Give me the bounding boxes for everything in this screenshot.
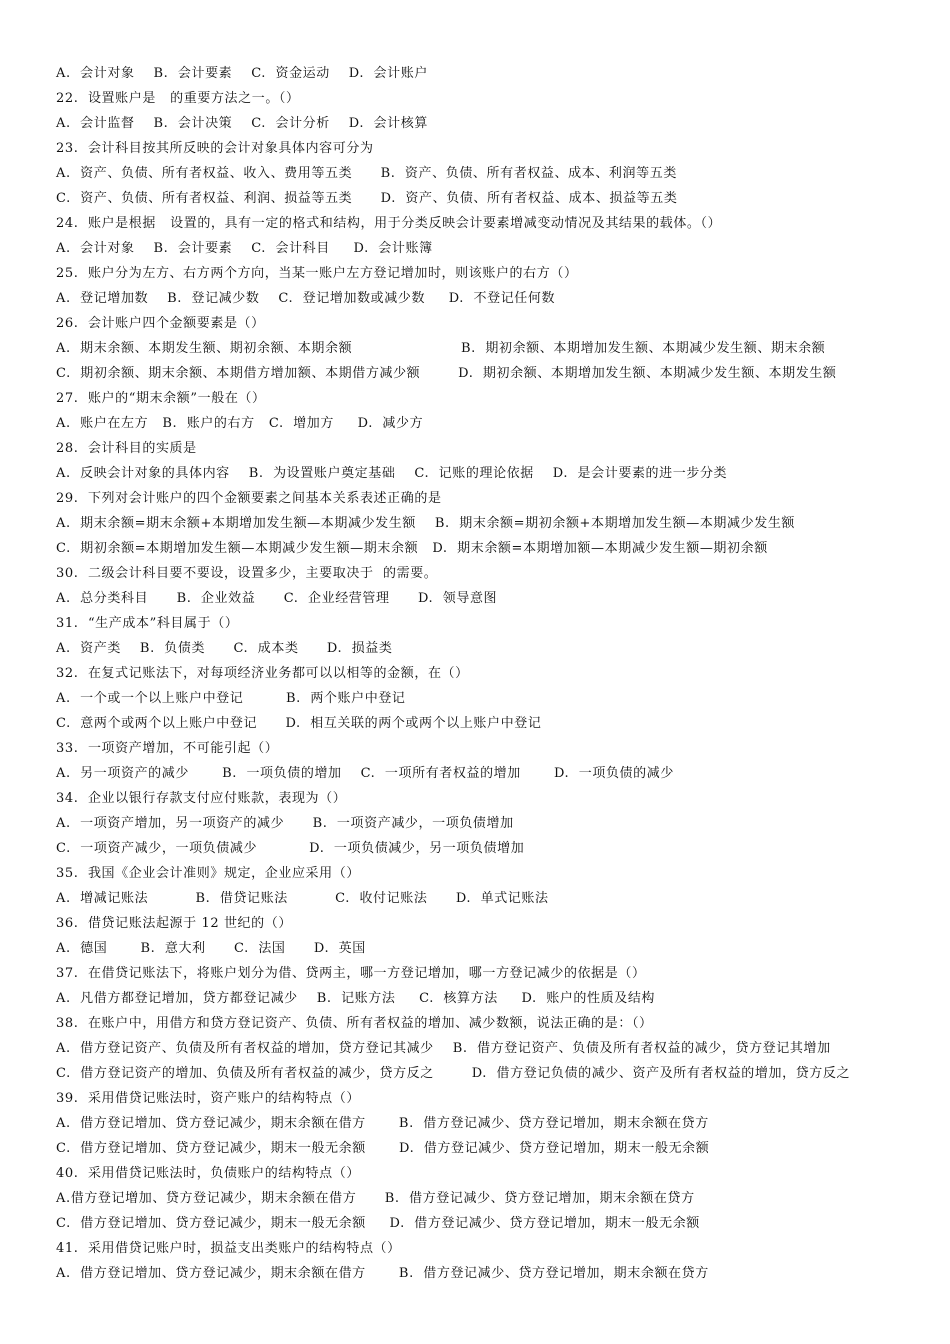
question-line: 28. 会计科目的实质是 — [56, 441, 197, 456]
question-line: 37. 在借贷记账法下，将账户划分为借、贷两主，哪一方登记增加，哪一方登记减少的依据是（） — [56, 966, 646, 981]
question-line: 23. 会计科目按其所反映的会计对象具体内容可分为 — [56, 141, 374, 156]
option-line: A. 增减记账法 B. 借贷记账法 C. 收付记账法 D. 单式记账法 — [56, 891, 549, 906]
option-line: A. 期末余额=期末余额+本期增加发生额—本期减少发生额 B. 期末余额=期初余额+本期增加发生额—本期减少发生额 — [56, 516, 796, 531]
option-line: A. 会计监督 B. 会计决策 C. 会计分析 D. 会计核算 — [56, 116, 428, 131]
question-line: 33. 一项资产增加，不可能引起（） — [56, 741, 279, 756]
option-line: C. 期初余额=本期增加发生额—本期减少发生额—期末余额 D. 期末余额=本期增加额—本期减少发生额—期初余额 — [56, 541, 768, 556]
option-line: A. 凡借方都登记增加，贷方都登记减少 B. 记账方法 C. 核算方法 D. 账户的性质及结构 — [56, 991, 656, 1006]
question-line: 22. 设置账户是 的重要方法之一。（） — [56, 91, 300, 106]
question-line: 39. 采用借贷记账法时，资产账户的结构特点（） — [56, 1091, 360, 1106]
question-line: 25. 账户分为左方、右方两个方向，当某一账户左方登记增加时，则该账户的右方（） — [56, 266, 578, 281]
question-line: 35. 我国《企业会计准则》规定，企业应采用（） — [56, 866, 360, 881]
option-line: A. 另一项资产的减少 B. 一项负债的增加 C. 一项所有者权益的增加 D. 一项负债的减少 — [56, 766, 674, 781]
option-line: A. 会计对象 B. 会计要素 C. 资金运动 D. 会计账户 — [56, 66, 428, 81]
option-line: C. 意两个或两个以上账户中登记 D. 相互关联的两个或两个以上账户中登记 — [56, 716, 542, 731]
question-line: 24. 账户是根据 设置的，具有一定的格式和结构，用于分类反映会计要素增减变动情况及其结果的载体。（） — [56, 216, 722, 231]
option-line: A.借方登记增加、贷方登记减少，期末余额在借方 B. 借方登记减少、贷方登记增加，期末余额在贷方 — [56, 1191, 695, 1206]
option-line: C. 一项资产减少，一项负债减少 D. 一项负债减少，另一项负债增加 — [56, 841, 525, 856]
option-line: A. 账户在左方 B. 账户的右方 C. 增加方 D. 减少方 — [56, 416, 424, 431]
option-line: A. 一个或一个以上账户中登记 B. 两个账户中登记 — [56, 691, 406, 706]
option-line: A. 一项资产增加，另一项资产的减少 B. 一项资产减少，一项负债增加 — [56, 816, 514, 831]
option-line: A. 资产、负债、所有者权益、收入、费用等五类 B. 资产、负债、所有者权益、成本、利润等五类 — [56, 166, 677, 181]
option-line: C. 期初余额、期末余额、本期借方增加额、本期借方减少额 D. 期初余额、本期增加发生额、本期减少发生额、本期发生额 — [56, 366, 837, 381]
option-line: A. 登记增加数 B. 登记减少数 C. 登记增加数或减少数 D. 不登记任何数 — [56, 291, 556, 306]
option-line: A. 期末余额、本期发生额、期初余额、本期余额 B. 期初余额、本期增加发生额、本期减少发生额、期末余额 — [56, 341, 826, 356]
option-line: A. 借方登记增加、贷方登记减少，期末余额在借方 B. 借方登记减少、贷方登记增加，期末余额在贷方 — [56, 1266, 709, 1281]
option-line: C. 借方登记资产的增加、负债及所有者权益的减少，贷方反之 D. 借方登记负债的减少、资产及所有者权益的增加，贷方反之 — [56, 1066, 851, 1081]
question-line: 41. 采用借贷记账户时，损益支出类账户的结构特点（） — [56, 1241, 401, 1256]
question-line: 40. 采用借贷记账法时，负债账户的结构特点（） — [56, 1166, 360, 1181]
question-line: 29. 下列对会计账户的四个金额要素之间基本关系表述正确的是 — [56, 491, 442, 506]
question-line: 26. 会计账户四个金额要素是（） — [56, 316, 265, 331]
option-line: A. 借方登记资产、负债及所有者权益的增加，贷方登记其减少 B. 借方登记资产、负债及所有者权益的减少，贷方登记其增加 — [56, 1041, 831, 1056]
option-line: A. 德国 B. 意大利 C. 法国 D. 英国 — [56, 941, 366, 956]
question-line: 30. 二级会计科目要不要设，设置多少，主要取决于 的需要。 — [56, 566, 438, 581]
option-line: C. 借方登记增加、贷方登记减少，期末一般无余额 D. 借方登记减少、贷方登记增加，期末一般无余额 — [56, 1141, 710, 1156]
question-line: 34. 企业以银行存款支付应付账款，表现为（） — [56, 791, 347, 806]
option-line: C. 借方登记增加、贷方登记减少，期末一般无余额 D. 借方登记减少、贷方登记增加，期末一般无余额 — [56, 1216, 700, 1231]
option-line: A. 借方登记增加、贷方登记减少，期末余额在借方 B. 借方登记减少、贷方登记增加，期末余额在贷方 — [56, 1116, 709, 1131]
option-line: A. 资产类 B. 负债类 C. 成本类 D. 损益类 — [56, 641, 393, 656]
question-line: 27. 账户的“期末余额”一般在（） — [56, 391, 266, 406]
option-line: C. 资产、负债、所有者权益、利润、损益等五类 D. 资产、负债、所有者权益、成本、损益等五类 — [56, 191, 678, 206]
option-line: A. 会计对象 B. 会计要素 C. 会计科目 D. 会计账簿 — [56, 241, 433, 256]
question-line: 32. 在复式记账法下，对每项经济业务都可以以相等的金额，在（） — [56, 666, 469, 681]
option-line: A. 总分类科目 B. 企业效益 C. 企业经营管理 D. 领导意图 — [56, 591, 498, 606]
option-line: A. 反映会计对象的具体内容 B. 为设置账户奠定基础 C. 记账的理论依据 D. 是会计要素的进一步分类 — [56, 466, 728, 481]
question-line: 38. 在账户中，用借方和贷方登记资产、负债、所有者权益的增加、减少数额，说法正确的是：（） — [56, 1016, 653, 1031]
question-line: 36. 借贷记账法起源于 12 世纪的（） — [56, 916, 292, 931]
question-line: 31. “生产成本”科目属于（） — [56, 616, 239, 631]
